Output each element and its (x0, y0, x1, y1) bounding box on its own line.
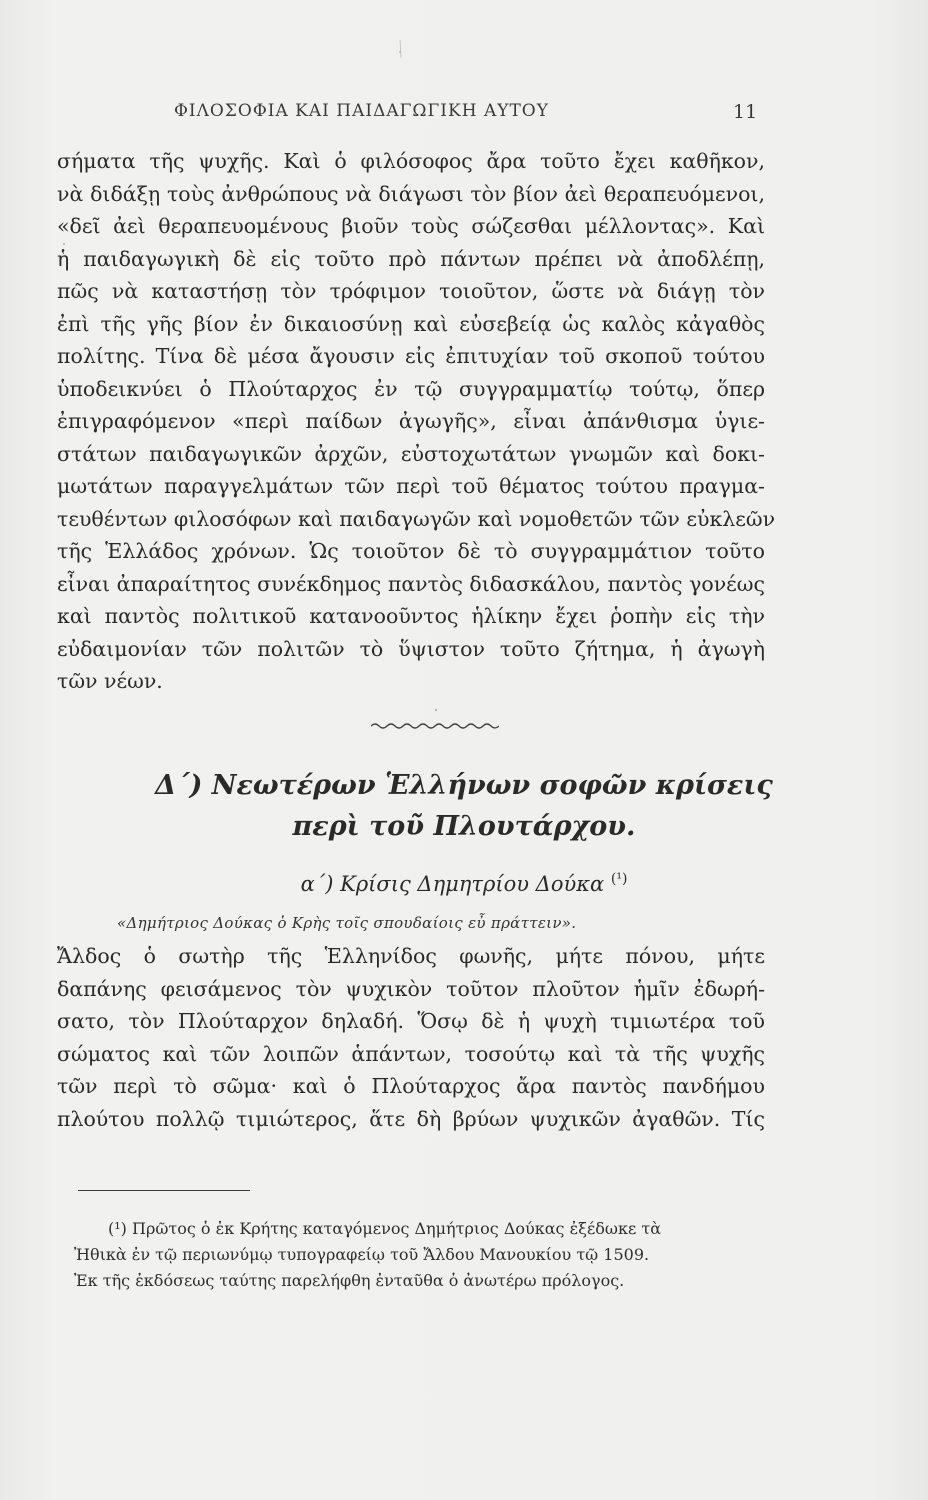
footnote-marker: (¹) (610, 871, 628, 887)
text-line: πολίτης. Τίνα δὲ μέσα ἄγουσιν εἰς ἐπιτυχίαν τοῦ σκοποῦ τούτου (57, 344, 765, 368)
text-line: ἐπὶ τῆς γῆς βίον ἐν δικαιοσύνῃ καὶ εὐσεβείᾳ ὡς καλὸς κἀγαθὸς (57, 311, 765, 336)
text-line: εἶναι ἀπαραίτητος συνέκδημος παντὸς διδασκάλου, παντὸς γονέως (57, 571, 765, 596)
footnotes (74, 1216, 774, 1294)
text-line: σήματα τῆς ψυχῆς. Καὶ ὁ φιλόσοφος ἄρα τοῦτο ἔχει καθῆκον, (57, 149, 765, 173)
footnote-line: (¹) Πρῶτος ὁ ἐκ Κρήτης καταγόμενος Δημήτριος Δούκας ἐξέδωκε τὰ (108, 1219, 661, 1238)
text-line: στάτων παιδαγωγικῶν ἀρχῶν, εὐστοχωτάτων γνωμῶν καὶ δοκι- (57, 441, 765, 466)
text-line: πλούτου πολλῷ τιμιώτερος, ἅτε δὴ βρύων ψυχικῶν ἀγαθῶν. Τίς (57, 1106, 765, 1131)
epigraph: «Δημήτριος Δούκας ὁ Κρὴς τοῖς σπουδαίοις εὖ πράττειν». (117, 914, 577, 932)
text-line: «δεῖ ἀεὶ θεραπευομένους βιοῦν τοὺς σώζεσθαι μέλλοντας». Καὶ (57, 214, 765, 238)
text-line: τῆς Ἑλλάδος χρόνων. Ὡς τοιοῦτον δὲ τὸ συγγραμμάτιον τοῦτο (57, 539, 765, 563)
text-line: τευθέντων φιλοσόφων καὶ παιδαγωγῶν καὶ νομοθετῶν τῶν εὐκλεῶν (57, 506, 776, 531)
section-heading-continued: περὶ τοῦ Πλουτάρχου. (292, 811, 636, 842)
text-line: μωτάτων παραγγελμάτων τῶν περὶ τοῦ θέματος τούτου πραγμα- (57, 474, 765, 498)
ornamental-wave-rule (371, 721, 499, 731)
text-line: καὶ παντὸς πολιτικοῦ κατανοοῦντος ἡλίκην ἔχει ῥοπὴν εἰς τὴν (57, 604, 765, 628)
text-line: Ἄλδος ὁ σωτὴρ τῆς Ἑλληνίδος φωνῆς, μήτε πόνου, μήτε (57, 944, 765, 968)
text-line: δαπάνης φεισάμενος τὸν ψυχικὸν τοῦτον πλοῦτον ἡμῖν ἐδωρή- (57, 976, 765, 1001)
subsection-title: α΄) Κρίσις Δημητρίου Δούκα (300, 872, 605, 896)
text-line: ὑποδεικνύει ὁ Πλούταρχος ἐν τῷ συγγραμματίῳ τούτῳ, ὅπερ (57, 376, 765, 401)
section-heading: Δ΄) Νεωτέρων Ἑλλήνων σοφῶν κρίσεις (155, 770, 773, 801)
text-line: ἡ παιδαγωγικὴ δὲ εἰς τοῦτο πρὸ πάντων πρέπει νὰ ἀποδλέπῃ, (57, 246, 765, 271)
text-line: τῶν νέων. (57, 669, 163, 693)
running-head: ΦΙΛΟΣΟΦΙΑ ΚΑΙ ΠΑΙΔΑΓΩΓΙΚΗ ΑΥΤΟΥ (174, 101, 549, 121)
text-line: σώματος καὶ τῶν λοιπῶν ἁπάντων, τοσούτῳ καὶ τὰ τῆς ψυχῆς (57, 1041, 765, 1066)
footnote-line: Ἐκ τῆς ἐκδόσεως ταύτης παρελήφθη ἐνταῦθα ὁ ἀνωτέρω πρόλογος. (74, 1271, 625, 1290)
text-line: εὐδαιμονίαν τῶν πολιτῶν τὸ ὕψιστον τοῦτο ζήτημα, ἡ ἀγωγὴ (57, 636, 765, 661)
subsection-heading (0, 871, 928, 896)
footnote-rule (78, 1190, 250, 1191)
footnote-line: Ἠθικὰ ἐν τῷ περιωνύμῳ τυπογραφείῳ τοῦ Ἄλδου Μανουκίου τῷ 1509. (74, 1245, 650, 1264)
text-line: σατο, τὸν Πλούταρχον δηλαδή. Ὅσῳ δὲ ἡ ψυχὴ τιμιωτέρα τοῦ (57, 1009, 765, 1033)
body-paragraph-upper (57, 145, 776, 698)
page-number: 11 (733, 101, 758, 123)
text-line: τῶν περὶ τὸ σῶμα· καὶ ὁ Πλούταρχος ἄρα παντὸς πανδήμου (57, 1074, 765, 1098)
body-paragraph-lower (57, 940, 765, 1135)
text-line: ἐπιγραφόμενον «περὶ παίδων ἀγωγῆς», εἶναι ἀπάνθισμα ὑγιε- (57, 409, 765, 433)
text-line: πῶς νὰ καταστήσῃ τὸν τρόφιμον τοιοῦτον, ὥστε νὰ διάγῃ τὸν (57, 279, 765, 303)
text-line: νὰ διδάξῃ τοὺς ἀνθρώπους νὰ διάγωσι τὸν βίον ἀεὶ θεραπευόμενοι, (57, 181, 765, 206)
